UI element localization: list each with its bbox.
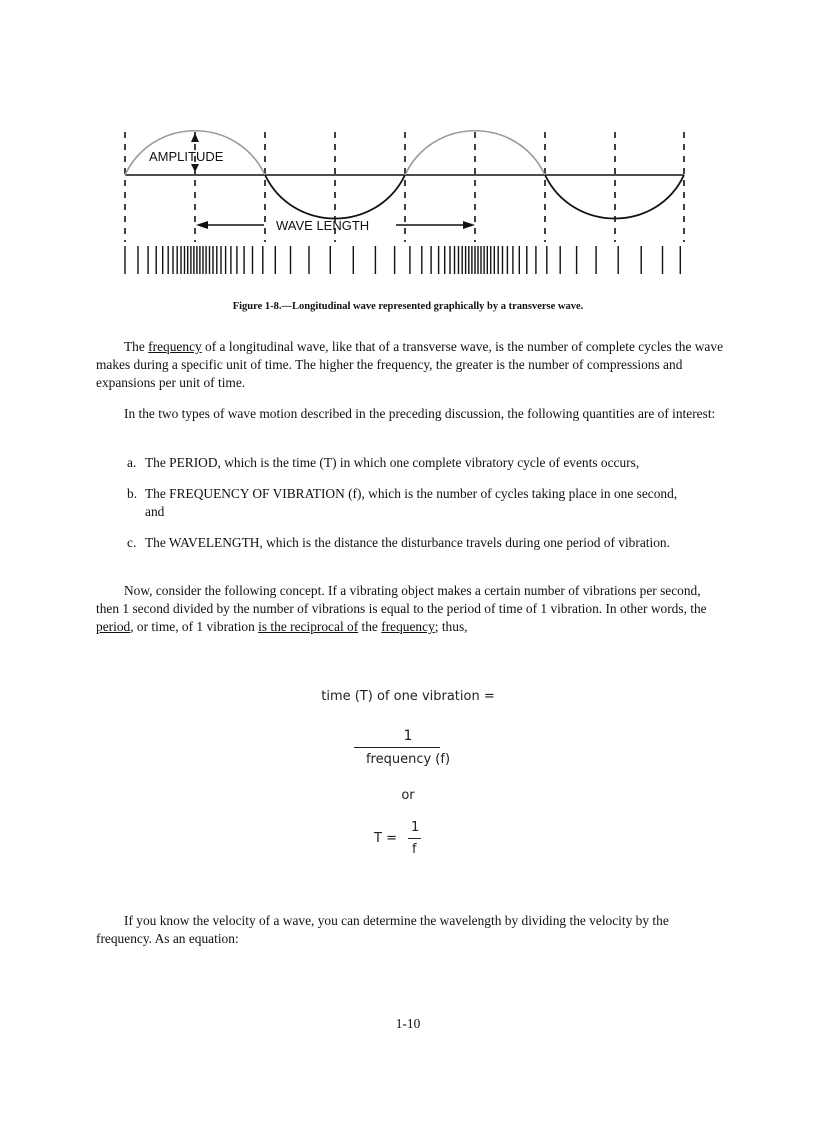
equation-numerator: 1 bbox=[403, 728, 413, 744]
text: , or time, of 1 vibration bbox=[130, 619, 259, 634]
page-number: 1-10 bbox=[395, 1016, 421, 1031]
list-marker: b. bbox=[127, 486, 138, 501]
wavelength-label: WAVE LENGTH bbox=[276, 218, 370, 233]
list-text: The PERIOD, which is the time (T) in which one complete vibratory cycle of events occurs, bbox=[145, 455, 640, 470]
underlined-reciprocal: is the reciprocal of bbox=[258, 619, 359, 634]
equation-t-numerator: 1 bbox=[411, 820, 420, 835]
text: of a longitudinal wave, like that of a transverse wave, is the number of complete cycles the wave makes during a specific unit of time. The higher the frequency, the greater is the number of compressions and expansions per unit of time. bbox=[96, 339, 724, 390]
list-item bbox=[127, 454, 687, 472]
paragraph-frequency bbox=[96, 338, 726, 392]
wave-diagram bbox=[118, 126, 690, 276]
fraction-bar bbox=[354, 747, 440, 748]
list-item bbox=[127, 485, 687, 521]
underlined-period: period bbox=[96, 619, 131, 634]
equation-or: or bbox=[401, 788, 415, 803]
equation-t-denominator: f bbox=[412, 842, 417, 857]
paragraph-reciprocal bbox=[96, 582, 726, 636]
equation-t-lhs: T = bbox=[374, 831, 397, 846]
text: the bbox=[358, 619, 382, 634]
underlined-frequency: frequency bbox=[148, 339, 202, 354]
text: ; thus, bbox=[434, 619, 468, 634]
list-text: The WAVELENGTH, which is the distance the disturbance travels during one period of vibration. bbox=[145, 535, 670, 550]
paragraph-velocity: If you know the velocity of a wave, you can determine the wavelength by dividing the velocity by the frequency. As an equation: bbox=[96, 913, 669, 946]
underlined-frequency: frequency bbox=[381, 619, 435, 634]
text: The bbox=[124, 339, 149, 354]
text: Now, consider the following concept. If a vibrating object makes a certain number of vibrations per second, then 1 second divided by the number of vibrations is equal to the period of time of 1 vibration. In other words, the bbox=[96, 583, 707, 616]
equation-denominator: frequency (f) bbox=[365, 752, 451, 767]
wave-figure bbox=[118, 126, 690, 276]
list-text: The FREQUENCY OF VIBRATION (f), which is the number of cycles taking place in one second, and bbox=[145, 486, 678, 519]
list-marker: a. bbox=[127, 455, 137, 470]
compression-bars bbox=[125, 246, 680, 274]
fraction-bar bbox=[408, 838, 421, 839]
paragraph-quantities: In the two types of wave motion described in the preceding discussion, the following quantities are of interest: bbox=[124, 406, 716, 421]
equation-line: time (T) of one vibration = bbox=[321, 689, 495, 704]
list-item bbox=[127, 534, 687, 552]
list-marker: c. bbox=[127, 535, 137, 550]
amplitude-label: AMPLITUDE bbox=[149, 149, 224, 164]
figure-caption: Figure 1-8.—Longitudinal wave represented graphically by a transverse wave. bbox=[232, 301, 584, 312]
